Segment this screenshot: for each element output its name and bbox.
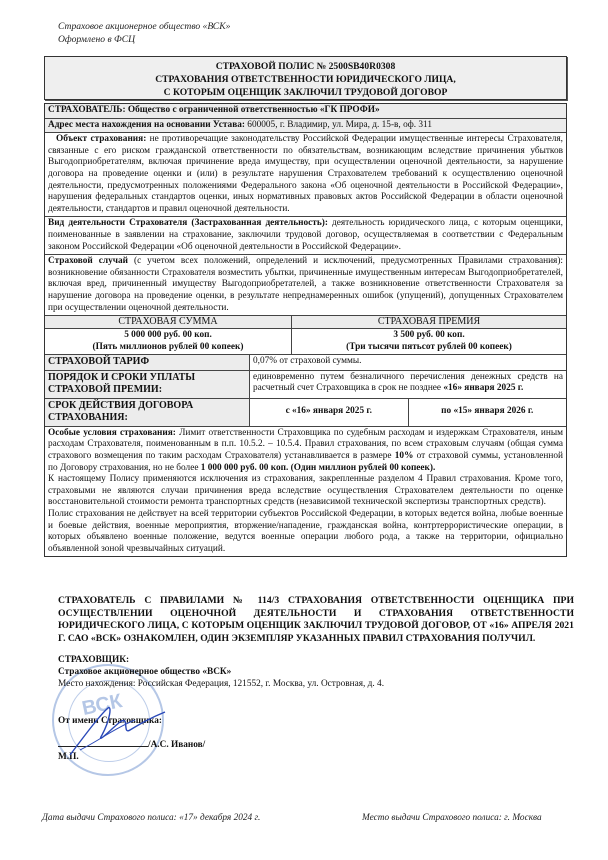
- acknowledgement-text: СТРАХОВАТЕЛЬ С ПРАВИЛАМИ № 114/3 СТРАХОВАНИЯ ОТВЕТСТВЕННОСТИ ОЦЕНЩИКА ПРИ ОСУЩЕСТВЛЕНИИ ОЦЕНОЧНОЙ ДЕЯТЕЛЬНОСТИ И СТРАХОВАНИЯ ОТВЕТСТВЕННОСТИ ЮРИДИЧЕСКОГО ЛИЦА, С КОТОРЫМ ОЦЕНЩИК ЗАКЛЮЧИЛ ТРУДОВОЙ ДОГОВОР, ОТ «16» АПРЕЛЯ 2021 Г. САО «ВСК» ОЗНАКОМЛЕН, ОДИН ЭКЗЕМПЛЯР УКАЗАННЫХ ПРАВИЛ СТРАХОВАНИЯ ПОЛУЧИЛ.: [58, 595, 574, 644]
- payment-label: ПОРЯДОК И СРОКИ УПЛАТЫ СТРАХОВОЙ ПРЕМИИ:: [45, 371, 250, 398]
- term-row: [45, 399, 566, 427]
- insurance-object-value: не противоречащие законодательству Российской Федерации имущественные интересы Страхователя, связанные с его риском гражданской ответственности по обязательствам, возникающим вследствие причинения убытков Выгодоприобретателям, включая причинение вреда имуществу, при осуществлении оценочной деятельности, за нарушение договора на проведение оценки и (или) в результате нарушения Страхователем требований к осуществлению оценочной деятельности, предусмотренных положениями Федерального закона «Об оценочной деятельности в Российской Федерации», нарушения федеральных стандартов оценки, иных нормативных правовых актов Российской Федерации в области оценочной деятельности, стандартов и правил оценочной деятельности.: [48, 134, 563, 214]
- tariff-label: СТРАХОВОЙ ТАРИФ: [45, 355, 250, 370]
- stamp-logo-text: ВСК: [80, 690, 125, 720]
- activity-row: [45, 217, 566, 255]
- term-label: СРОК ДЕЙСТВИЯ ДОГОВОРА СТРАХОВАНИЯ:: [45, 399, 250, 426]
- premium-amount: 3 500 руб. 00 коп.: [393, 330, 465, 341]
- activity-label: Вид деятельности Страхователя (Застрахованная деятельность):: [48, 218, 328, 229]
- company-name: Страховое акционерное общество «ВСК»: [58, 21, 231, 32]
- premium-words: (Три тысячи пятьсот рублей 00 копеек): [346, 341, 512, 352]
- special-p1-text-a: Лимит ответственности Страховщика по судебным расходам и издержкам Страхователя, иным расходам Страхователя, поименованным в п.п. 10.5.2. – 10.5.4. Правил страхования, по всем страховым случаям (общая сумма страхового возмещения по таким расходам Страхователя) устанавливается в размере: [48, 427, 564, 461]
- term-to: по «15» января 2026 г.: [441, 406, 534, 417]
- special-p1-limit: 1 000 000 руб. 00 коп. (Один миллион рублей 00 копеек).: [200, 462, 436, 473]
- address-row: [45, 119, 566, 134]
- insurer-name: Страховое акционерное общество «ВСК»: [58, 667, 232, 678]
- address-label: Адрес места нахождения на основании Устава:: [48, 119, 245, 130]
- policy-number: СТРАХОВОЙ ПОЛИС № 2500SB40R0308: [215, 61, 396, 72]
- insurance-object-label: Объект страхования:: [56, 134, 147, 145]
- seal-mark: М.П.: [58, 752, 79, 763]
- policyholder-row: [45, 104, 566, 119]
- premium-header: СТРАХОВАЯ ПРЕМИЯ: [377, 316, 481, 328]
- address-value: 600005, г. Владимир, ул. Мира, д. 15-в, оф. 311: [247, 119, 432, 130]
- special-p3: Полис страхования не действует на всей территории субъектов Российской Федерации, в которых ведется война, любые военные и боевые действия, военные мероприятия, вторжение/нападение, гражданская война, контртеррористические операции, в которых объявлено военные положение, ведутся военные операции любого рода, а также на территории, официально объявленной зоной чрезвычайных ситуаций.: [48, 508, 563, 554]
- policy-title-line3: С КОТОРЫМ ОЦЕНЩИК ЗАКЛЮЧИЛ ТРУДОВОЙ ДОГОВОР: [163, 87, 448, 98]
- term-from: с «16» января 2025 г.: [250, 399, 409, 426]
- sum-header: СТРАХОВАЯ СУММА: [45, 316, 292, 328]
- insurance-object-row: [45, 133, 566, 217]
- special-p1-text-b: от страховой суммы, установленной по Договору страхования, но не более: [48, 450, 564, 473]
- insurer-location: Место нахождения: Российская Федерация, 121552, г. Москва, ул. Островная, д. 4.: [58, 679, 385, 690]
- payment-value: [250, 371, 566, 398]
- special-label: Особые условия страхования:: [48, 427, 176, 438]
- insurer-label: СТРАХОВЩИК:: [58, 655, 130, 665]
- payment-deadline: «16» января 2025 г.: [443, 383, 524, 394]
- signatory-name: /А.С. Иванов/: [148, 739, 206, 750]
- document-header: [58, 20, 230, 46]
- activity-value: деятельность юридического лица, с которым оценщики, поименованные в заявлении на страхование, заключили трудовой договор, осуществляемая в соответствии с Федеральным законом Российской Федерации «Об оценочной деятельности в Российской Федерации».: [48, 218, 563, 252]
- payment-text: единовременно путем безналичного перечисления денежных средств на расчетный счет Страховщика в срок не позднее: [253, 371, 563, 394]
- sum-premium-value-row: [45, 329, 566, 355]
- tariff-value: 0,07% от страховой суммы.: [253, 356, 362, 367]
- issue-date: Дата выдачи Страхового полиса: «17» декабря 2024 г.: [42, 813, 261, 823]
- insured-event-value: (с учетом всех положений, определений и исключений, предусмотренных Правилами страхования): возникновение обязанности Страхователя возместить убытки, причиненные имущественным интересам Выгодоприобретателей, включая вред, причиненный имуществу Выгодоприобретателей, а также возникновение ответственности Страхователя за нарушение договора на проведение оценки, в результате непреднамеренных ошибок (упущений), допущенных Страхователем при осуществлении оценочной деятельности.: [48, 256, 564, 313]
- issued-at: Оформлено в ФСЦ: [58, 34, 136, 45]
- special-conditions-row: [45, 427, 566, 557]
- policyholder-value: Общество с ограниченной ответственностью «ГК ПРОФИ»: [127, 105, 380, 115]
- sum-value: [45, 329, 292, 354]
- sum-words: (Пять миллионов рублей 00 копеек): [92, 341, 244, 352]
- policy-terms-table: [44, 103, 567, 557]
- insured-event-row: [45, 255, 566, 316]
- special-p2: К настоящему Полису применяются исключения из страхования, закрепленные разделом 4 Правил страхования. Кроме того, страховыми не являются случаи причинения вреда вследствие осуществления Страхователем деятельности по оценке восстановительной стоимости ремонта транспортных средств (независимой технической экспертизы транспортных средств).: [48, 474, 563, 508]
- insured-event-label: Страховой случай: [48, 256, 128, 267]
- policy-title-box: [44, 56, 567, 100]
- special-p1: [48, 428, 563, 474]
- policyholder-label: СТРАХОВАТЕЛЬ:: [48, 105, 126, 115]
- sum-amount: 5 000 000 руб. 00 коп.: [124, 330, 212, 341]
- issue-place: Место выдачи Страхового полиса: г. Москва: [362, 813, 542, 823]
- sum-premium-header-row: [45, 316, 566, 329]
- policy-title-line2: СТРАХОВАНИЯ ОТВЕТСТВЕННОСТИ ЮРИДИЧЕСКОГО ЛИЦА,: [155, 74, 456, 85]
- signature-icon: [60, 700, 170, 760]
- payment-row: [45, 371, 566, 399]
- special-p1-percent: 10%: [394, 450, 414, 461]
- on-behalf-label: От имени Страховщика:: [58, 715, 162, 726]
- tariff-row: [45, 355, 566, 371]
- premium-value: [292, 329, 566, 354]
